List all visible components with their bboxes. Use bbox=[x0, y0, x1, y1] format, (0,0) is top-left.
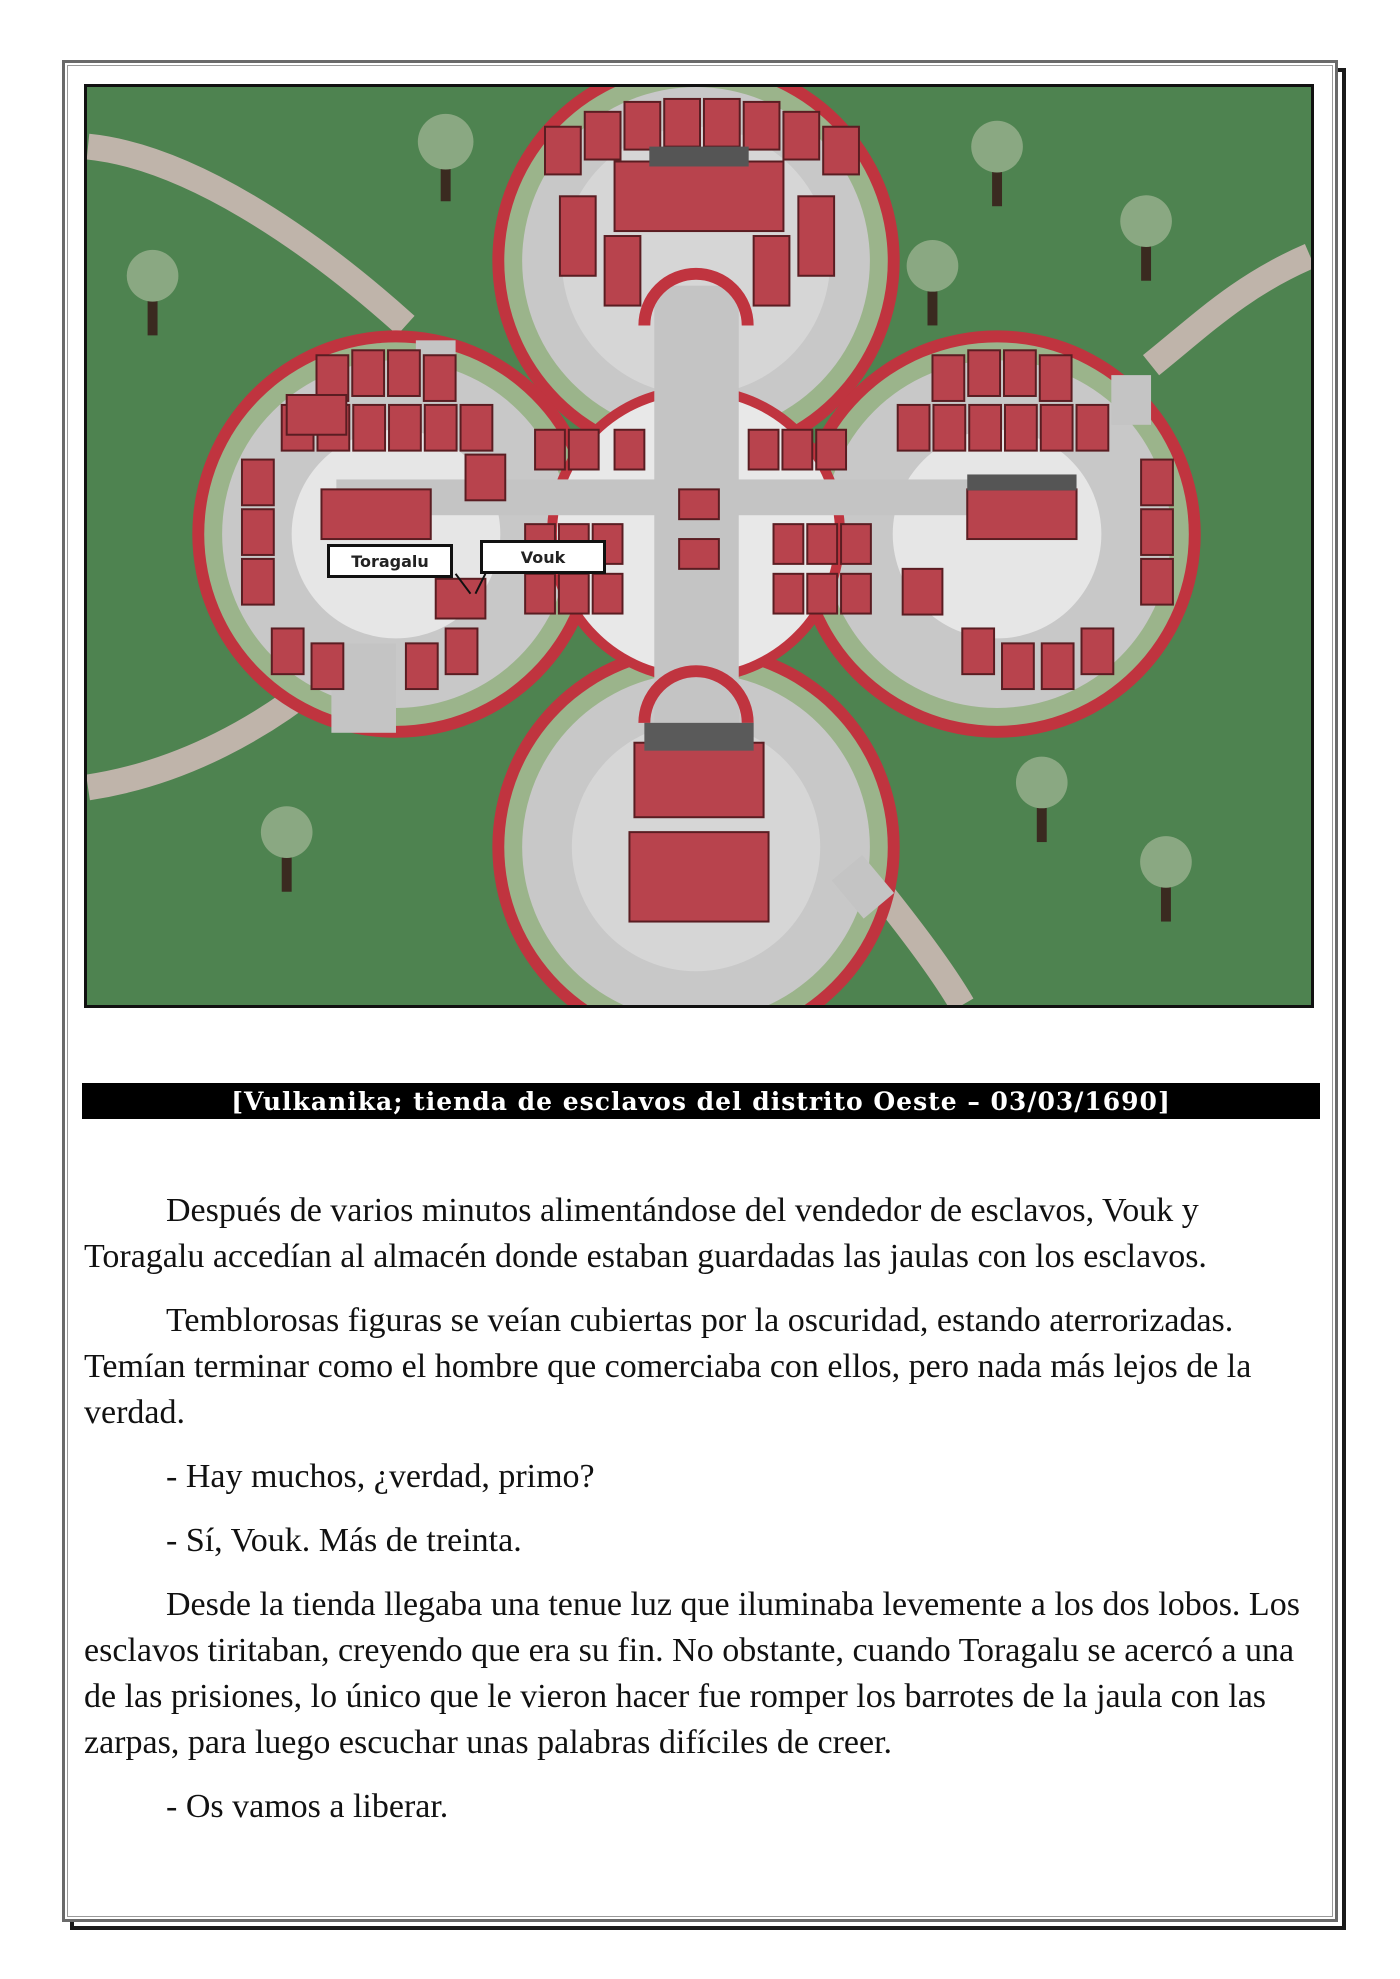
dialogue-line: - Hay muchos, ¿verdad, primo? bbox=[166, 1458, 595, 1495]
roof-south-hall bbox=[644, 723, 753, 751]
paragraph: Temblorosas figuras se veían cubiertas por la oscuridad, estando aterrorizadas. Temían terminar como el hombre que comerciaba con ellos, pero nada más lejos de la verdad. bbox=[84, 1302, 1252, 1431]
toragalu-label: Toragalu bbox=[327, 544, 453, 578]
paragraph: Después de varios minutos alimentándose del vendedor de esclavos, Vouk y Toragalu accedían al almacén donde estaban guardadas las jaulas con los esclavos. bbox=[84, 1192, 1207, 1275]
vouk-label: Vouk bbox=[480, 540, 606, 574]
map-svg bbox=[87, 87, 1311, 1005]
buildings-south bbox=[629, 743, 768, 922]
gate-northeast bbox=[1111, 375, 1151, 425]
roof-north-hall bbox=[649, 147, 748, 167]
paragraph: Desde la tienda llegaba una tenue luz que iluminaba levemente a los dos lobos. Los esclavos tiritaban, creyendo que era su fin. No obstante, cuando Toragalu se acercó a una de las prisiones, lo único que le vieron hacer fue romper los barrotes de la jaula con las zarpas, para luego escuchar unas palabras difíciles de creer. bbox=[84, 1586, 1300, 1761]
dialogue-line: - Os vamos a liberar. bbox=[166, 1788, 449, 1825]
map-illustration bbox=[84, 84, 1314, 1008]
chapter-caption: [Vulkanika; tienda de esclavos del distrito Oeste – 03/03/1690] bbox=[82, 1083, 1320, 1119]
story-text bbox=[84, 1188, 1320, 1848]
roof-east-hall bbox=[967, 474, 1076, 490]
dialogue-line: - Sí, Vouk. Más de treinta. bbox=[166, 1522, 522, 1559]
